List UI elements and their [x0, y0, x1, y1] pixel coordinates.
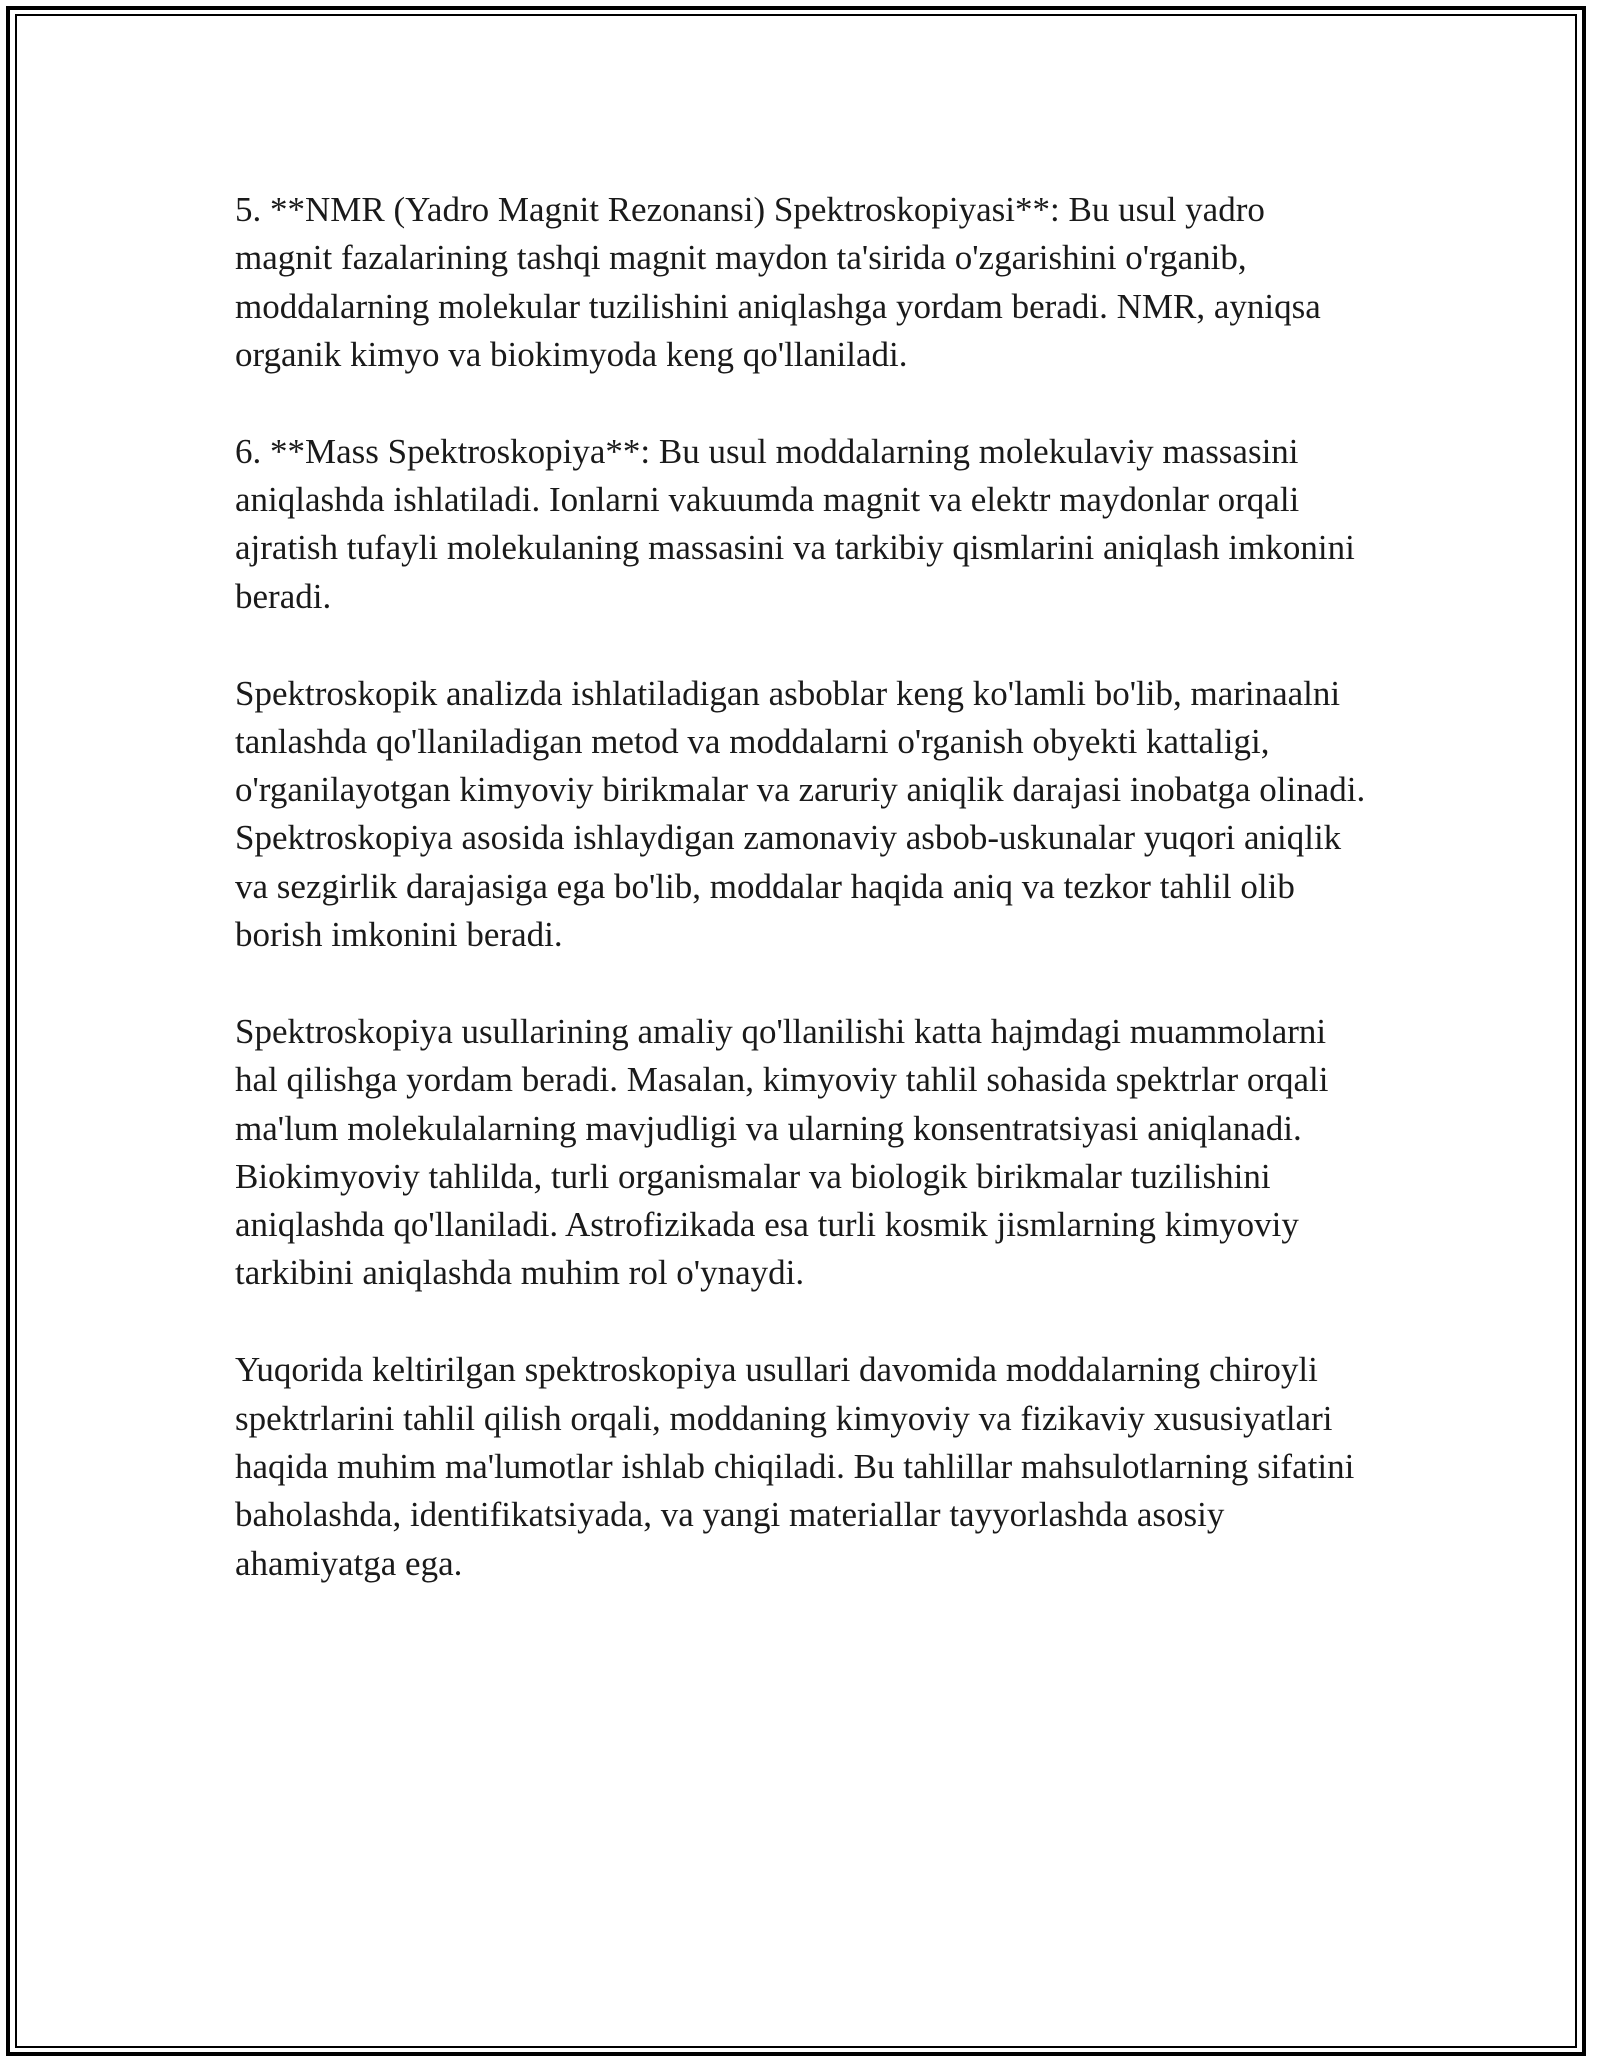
paragraph-nmr: 5. **NMR (Yadro Magnit Rezonansi) Spektroskopiyasi**: Bu usul yadro magnit fazalarining tashqi magnit maydon ta'sirida o'zgarishini o'rganib, moddalarning molekular tuzilishini aniqlashga yordam beradi. NMR, ayniqsa organik kimyo va biokimyoda keng qo'llaniladi. [235, 190, 1321, 374]
paragraph-conclusion: Yuqorida keltirilgan spektroskopiya usullari davomida moddalarning chiroyli spektrlarini tahlil qilish orqali, moddaning kimyoviy va fizikaviy xususiyatlari haqida muhim ma'lumotlar ishlab chiqiladi. Bu tahlillar mahsulotlarning sifatini baholashda, identifikatsiyada, va yangi materiallar tayyorlashda asosiy ahamiyatga ega. [235, 1350, 1355, 1583]
paragraph-applications: Spektroskopiya usullarining amaliy qo'llanilishi katta hajmdagi muammolarni hal qilishga yordam beradi. Masalan, kimyoviy tahlil sohasida spektrlar orqali ma'lum molekulalarning mavjudligi va ularning konsentratsiyasi aniqlanadi. Biokimyoviy tahlilda, turli organismalar va biologik birikmalar tuzilishini aniqlashda qo'llaniladi. Astrofizikada esa turli kosmik jismlarning kimyoviy tarkibini aniqlashda muhim rol o'ynaydi. [235, 1011, 1329, 1293]
document-body [235, 186, 1370, 1636]
paragraph-instruments: Spektroskopik analizda ishlatiladigan asboblar keng ko'lamli bo'lib, marinaalni tanlashda qo'llaniladigan metod va moddalarni o'rganish obyekti kattaligi, o'rganilayotgan kimyoviy birikmalar va zaruriy aniqlik darajasi inobatga olinadi. Spektroskopiya asosida ishlaydigan zamonaviy asbob-uskunalar yuqori aniqlik va sezgirlik darajasiga ega bo'lib, moddalar haqida aniq va tezkor tahlil olib borish imkonini beradi. [235, 673, 1366, 955]
paragraph-mass-spectroscopy: 6. **Mass Spektroskopiya**: Bu usul moddalarning molekulaviy massasini aniqlashda ishlatiladi. Ionlarni vakuumda magnit va elektr maydonlar orqali ajratish tufayli molekulaning massasini va tarkibiy qismlarini aniqlash imkonini beradi. [235, 431, 1355, 616]
